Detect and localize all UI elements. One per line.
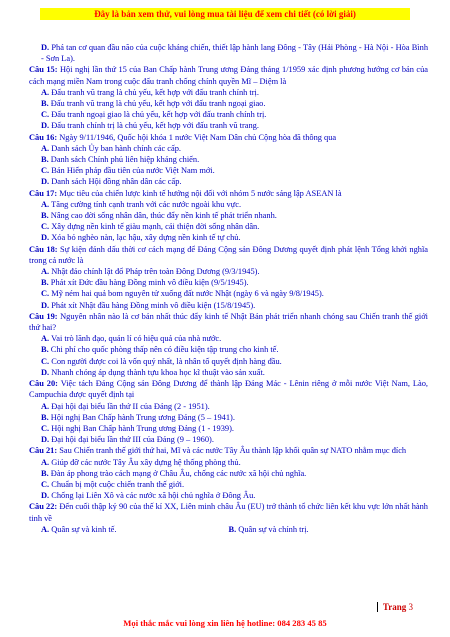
answer-option bbox=[29, 221, 428, 232]
question-stem bbox=[29, 445, 428, 456]
option-letter: A. bbox=[41, 143, 50, 153]
option-letter: C. bbox=[41, 356, 50, 366]
option-letter: C. bbox=[41, 110, 50, 120]
option-text: Hội nghị Ban Chấp hành Trung ương Đảng (1 - 1939). bbox=[51, 423, 234, 433]
answer-option bbox=[29, 210, 428, 221]
option-text: Nhanh chóng áp dụng thành tựu khoa học kĩ thuật vào sản xuất. bbox=[51, 367, 265, 377]
answer-option bbox=[229, 524, 429, 535]
option-text: Danh sách Ủy ban hành chính các cấp. bbox=[51, 143, 182, 153]
option-letter: D. bbox=[41, 177, 50, 187]
option-text: Danh sách Hội đồng nhân dân các cấp. bbox=[51, 177, 182, 187]
option-letter: A. bbox=[41, 334, 50, 344]
option-text: Bản Hiến pháp đầu tiên của nước Việt Nam mới. bbox=[51, 166, 215, 176]
question-number: Câu 21: bbox=[29, 446, 58, 456]
option-text: Đấu tranh vũ trang là chủ yếu, kết hợp với đấu tranh chính trị. bbox=[51, 87, 259, 97]
option-letter: C. bbox=[41, 423, 50, 433]
question-text: Mục tiêu của chiến lược kinh tế hướng nội đối với nhóm 5 nước sáng lập ASEAN là bbox=[59, 188, 342, 198]
option-letter: C. bbox=[41, 166, 50, 176]
option-text: Xóa bỏ nghèo nàn, lạc hậu, xây dựng nền kinh tế tự chủ. bbox=[51, 233, 241, 243]
question-text: Sự kiện đánh dấu thời cơ cách mạng để Đảng Cộng sản Đông Dương quyết định phát lệnh Tổng khởi nghĩa trong cả nước là bbox=[29, 244, 428, 265]
option-letter: D. bbox=[41, 233, 50, 243]
option-text: Chi phí cho quốc phòng thấp nên có điều kiện tập trung cho kinh tế. bbox=[50, 345, 279, 355]
question-stem bbox=[29, 311, 428, 333]
answer-option bbox=[29, 333, 428, 344]
question-number: Câu 16: bbox=[29, 132, 58, 142]
option-letter: A. bbox=[41, 457, 50, 467]
option-letter: B. bbox=[41, 278, 49, 288]
option-text: Đại hội đại biểu lần thứ III của Đảng (9 – 1960). bbox=[51, 435, 214, 445]
question-content bbox=[29, 42, 428, 535]
answer-option bbox=[29, 98, 428, 109]
option-text: Quân sự và kinh tế. bbox=[51, 524, 117, 534]
option-text: Phá tan cơ quan đầu não của cuộc kháng chiến, thiết lập hành lang Đông - Tây (Hải Phòng - Hà Nội - Hòa Bình - Sơn La). bbox=[41, 43, 429, 64]
question-stem bbox=[29, 132, 428, 143]
answer-option bbox=[29, 154, 428, 165]
option-letter: C. bbox=[41, 479, 50, 489]
option-text: Phát xít Nhật đầu hàng Đồng minh vô điều kiện (15/8/1945). bbox=[51, 300, 256, 310]
option-letter: D. bbox=[41, 367, 50, 377]
page-label: Trang bbox=[382, 602, 407, 612]
answer-option bbox=[29, 266, 428, 277]
question-number: Câu 17: bbox=[29, 188, 58, 198]
question-text: Sau Chiến tranh thế giới thứ hai, Mĩ và các nước Tây Âu thành lập khối quân sự NATO nhằm mục đích bbox=[59, 446, 407, 456]
option-text: Hội nghị Ban Chấp hành Trung ương Đảng (5 – 1941). bbox=[50, 412, 235, 422]
question-number: Câu 19: bbox=[29, 311, 58, 321]
option-letter: D. bbox=[41, 121, 50, 131]
intro-option bbox=[29, 42, 428, 64]
option-text: Danh sách Chính phủ liên hiệp kháng chiến. bbox=[50, 155, 200, 165]
option-text: Đàn áp phong trào cách mạng ở Châu Âu, chống các nước xã hội chủ nghĩa. bbox=[50, 468, 307, 478]
answer-option bbox=[29, 490, 428, 501]
answer-option bbox=[29, 277, 428, 288]
option-text: Chống lại Liên Xô và các nước xã hội chủ nghĩa ở Đông Âu. bbox=[51, 491, 256, 501]
option-letter: B. bbox=[41, 155, 49, 165]
option-letter: B. bbox=[41, 412, 49, 422]
question-stem bbox=[29, 501, 428, 523]
answer-option bbox=[29, 367, 428, 378]
question-list bbox=[29, 64, 428, 535]
answer-option bbox=[29, 300, 428, 311]
option-text: Con người được coi là vốn quý nhất, là nhân tố quyết định hàng đầu. bbox=[51, 356, 282, 366]
option-letter: A. bbox=[41, 199, 50, 209]
answer-option bbox=[29, 412, 428, 423]
question-text: Hội nghị lần thứ 15 của Ban Chấp hành Trung ương Đảng tháng 1/1959 xác định phương hướng cơ bản của cách mạng miền Nam trong cuộc đấu tranh chống chính quyền Mĩ – Diệm là bbox=[29, 65, 429, 86]
option-text: Quân sự và chính trị. bbox=[238, 524, 309, 534]
option-text: Chuẩn bị một cuộc chiến tranh thế giới. bbox=[51, 479, 185, 489]
option-letter: C. bbox=[41, 289, 50, 299]
answer-option bbox=[29, 109, 428, 120]
question-number: Câu 18: bbox=[29, 244, 58, 254]
answer-option bbox=[29, 356, 428, 367]
answer-option bbox=[29, 87, 428, 98]
option-text: Đấu tranh vũ trang là chủ yếu, kết hợp với đấu tranh ngoại giao. bbox=[50, 99, 266, 109]
option-letter: D. bbox=[41, 491, 50, 501]
hotline-footer: Mọi thắc mắc vui lòng xin liên hệ hotline: 084 283 45 85 bbox=[123, 618, 327, 628]
question-stem bbox=[29, 244, 428, 266]
option-text: Phát xít Đức đầu hàng Đồng minh vô điều kiện (9/5/1945). bbox=[50, 278, 249, 288]
question-text: Đến cuối thập kỷ 90 của thế kỉ XX, Liên minh châu Âu (EU) trở thành tổ chức liên kết khu vực lớn nhất hành tinh về bbox=[29, 502, 428, 523]
option-letter: A. bbox=[41, 524, 50, 534]
answer-option bbox=[29, 401, 428, 412]
question-number: Câu 22: bbox=[29, 502, 58, 512]
option-text: Vai trò lãnh đạo, quản lí có hiệu quả của nhà nước. bbox=[51, 334, 222, 344]
answer-option bbox=[29, 143, 428, 154]
page-number bbox=[377, 602, 413, 612]
option-text: Xây dựng nền kinh tế giàu mạnh, cải thiện đời sống nhân dân. bbox=[51, 222, 260, 232]
answer-option bbox=[29, 165, 428, 176]
page-value: 3 bbox=[408, 602, 413, 612]
question-text: Ngày 9/11/1946, Quốc hội khóa 1 nước Việt Nam Dân chủ Cộng hòa đã thông qua bbox=[59, 132, 337, 142]
option-text: Nâng cao đời sống nhân dân, thúc đẩy nền kinh tế phát triển nhanh. bbox=[50, 211, 277, 221]
option-letter: A. bbox=[41, 267, 50, 277]
option-letter: B. bbox=[41, 99, 49, 109]
answer-option bbox=[29, 434, 428, 445]
option-letter: A. bbox=[41, 401, 50, 411]
option-letter: D. bbox=[41, 435, 50, 445]
question-stem bbox=[29, 378, 428, 400]
option-letter: B. bbox=[41, 468, 49, 478]
option-letter: B. bbox=[41, 211, 49, 221]
option-text: Đại hội đại biểu lần thứ II của Đảng (2 - 1951). bbox=[51, 401, 210, 411]
question-stem bbox=[29, 188, 428, 199]
question-stem bbox=[29, 64, 428, 86]
preview-banner: Đây là bản xem thử, vui lòng mua tài liệu để xem chi tiết (có lời giải) bbox=[40, 8, 410, 20]
option-text: Mỹ ném hai quả bom nguyên tử xuống đất nước Nhật (ngày 6 và ngày 9/8/1945). bbox=[51, 289, 324, 299]
answer-option bbox=[29, 232, 428, 243]
question-text: Việc tách Đảng Cộng sản Đông Dương để thành lập Đảng Mác - Lênin riêng ở mỗi nước Việt Nam, Lào, Campuchia được quyết định tại bbox=[29, 379, 428, 400]
answer-option bbox=[29, 120, 428, 131]
option-letter: C. bbox=[41, 222, 50, 232]
answer-option bbox=[29, 468, 428, 479]
question-text: Nguyên nhân nào là cơ bản nhất thúc đẩy kinh tế Nhật Bản phát triển nhanh chóng sau Chiến tranh thế giới thứ hai? bbox=[29, 311, 429, 333]
answer-option bbox=[29, 479, 428, 490]
option-text: Nhật đảo chính lật đổ Pháp trên toàn Đông Dương (9/3/1945). bbox=[51, 267, 260, 277]
question-number: Câu 15: bbox=[29, 65, 58, 75]
answer-option bbox=[29, 524, 229, 535]
option-text: Đấu tranh ngoại giao là chủ yếu, kết hợp với đấu tranh chính trị. bbox=[51, 110, 267, 120]
option-text: Tăng cường tính cạnh tranh với các nước ngoài khu vực. bbox=[51, 199, 242, 209]
answer-option bbox=[29, 176, 428, 187]
answer-option bbox=[29, 457, 428, 468]
option-letter: D. bbox=[41, 300, 50, 310]
option-letter: D. bbox=[41, 43, 50, 52]
option-text: Giúp đỡ các nước Tây Âu xây dựng hệ thống phòng thủ. bbox=[51, 457, 241, 467]
option-letter: A. bbox=[41, 87, 50, 97]
answer-option bbox=[29, 344, 428, 355]
answer-option bbox=[29, 288, 428, 299]
option-letter: B. bbox=[41, 345, 49, 355]
option-letter: B. bbox=[228, 524, 237, 534]
option-text: Đấu tranh chính trị là chủ yếu, kết hợp với đấu tranh vũ trang. bbox=[51, 121, 259, 131]
answer-option-row bbox=[29, 524, 428, 535]
answer-option bbox=[29, 423, 428, 434]
question-number: Câu 20: bbox=[29, 379, 58, 389]
answer-option bbox=[29, 199, 428, 210]
